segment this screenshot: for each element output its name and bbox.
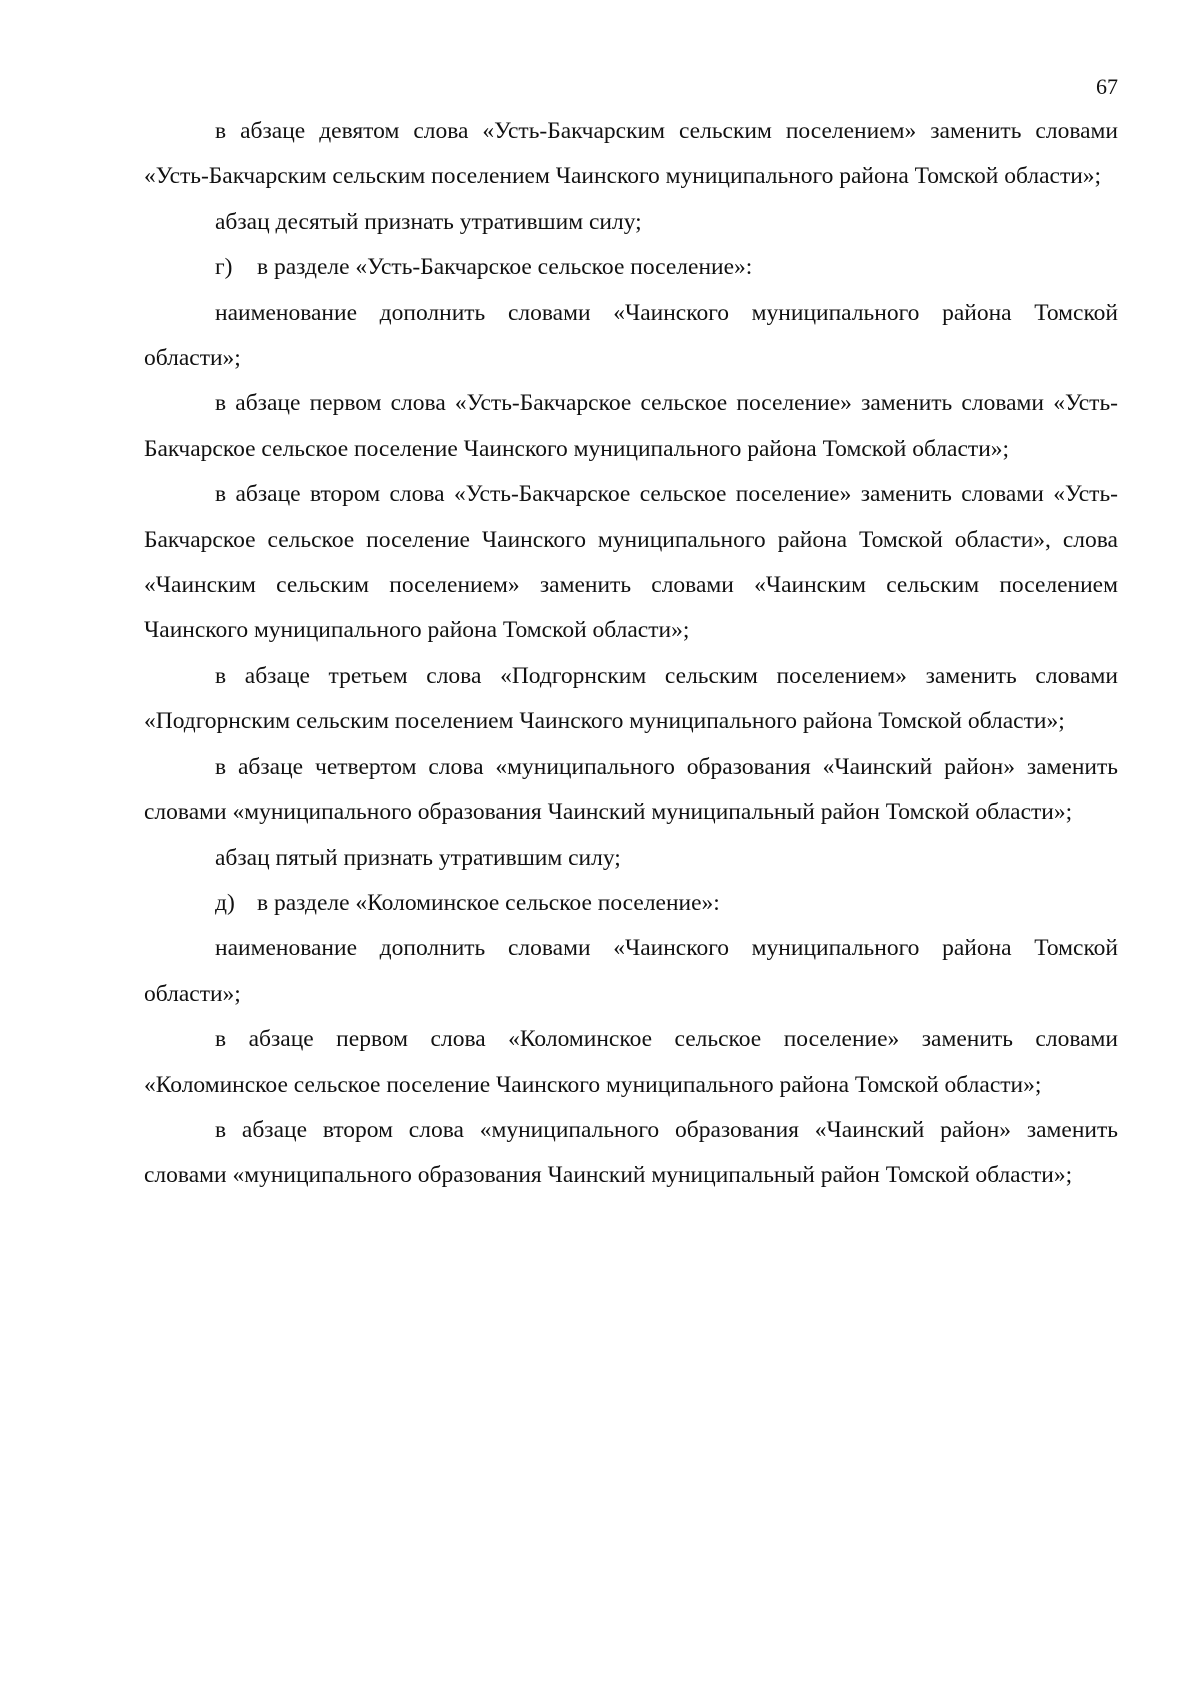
paragraph: наименование дополнить словами «Чаинского муниципального района Томской области»;: [144, 299, 1118, 372]
paragraph: абзац пятый признать утратившим силу;: [215, 844, 621, 871]
list-item-text: в разделе «Усть-Бакчарское сельское поселение»:: [257, 254, 753, 281]
paragraph: наименование дополнить словами «Чаинского муниципального района Томской области»;: [144, 935, 1118, 1007]
paragraph: в абзаце первом слова «Усть-Бакчарское сельское поселение» заменить словами «Усть-Бакчарское сельское поселение Чаинского муниципального района Томской области»;: [144, 390, 1118, 462]
list-item: [144, 881, 1118, 926]
paragraph: в абзаце втором слова «муниципального образования «Чаинский район» заменить словами «муниципального образования Чаинский муниципальный район Томской области»;: [144, 1116, 1118, 1189]
list-marker: д): [215, 889, 235, 916]
page-number: 67: [1096, 74, 1118, 99]
document-body: [144, 109, 1118, 1199]
list-item: [144, 245, 1118, 290]
list-marker: г): [215, 254, 233, 281]
paragraph: в абзаце девятом слова «Усть-Бакчарским сельским поселением» заменить словами «Усть-Бакчарским сельским поселением Чаинского муниципального района Томской области»;: [144, 118, 1118, 190]
paragraph: в абзаце втором слова «Усть-Бакчарское сельское поселение» заменить словами «Усть-Бакчарское сельское поселение Чаинского муниципального района Томской области», слова «Чаинским сельским поселением» заменить словами «Чаинским сельским поселением Чаинского муниципального района Томской области»;: [144, 481, 1118, 644]
paragraph: в абзаце первом слова «Коломинское сельское поселение» заменить словами «Коломинское сельское поселение Чаинского муниципального района Томской области»;: [144, 1026, 1118, 1098]
paragraph: абзац десятый признать утратившим силу;: [215, 208, 642, 235]
paragraph: в абзаце третьем слова «Подгорнским сельским поселением» заменить словами «Подгорнским сельским поселением Чаинского муниципального района Томской области»;: [144, 662, 1118, 735]
paragraph: в абзаце четвертом слова «муниципального образования «Чаинский район» заменить словами «муниципального образования Чаинский муниципальный район Томской области»;: [144, 753, 1118, 826]
list-item-text: в разделе «Коломинское сельское поселение»:: [257, 889, 720, 916]
